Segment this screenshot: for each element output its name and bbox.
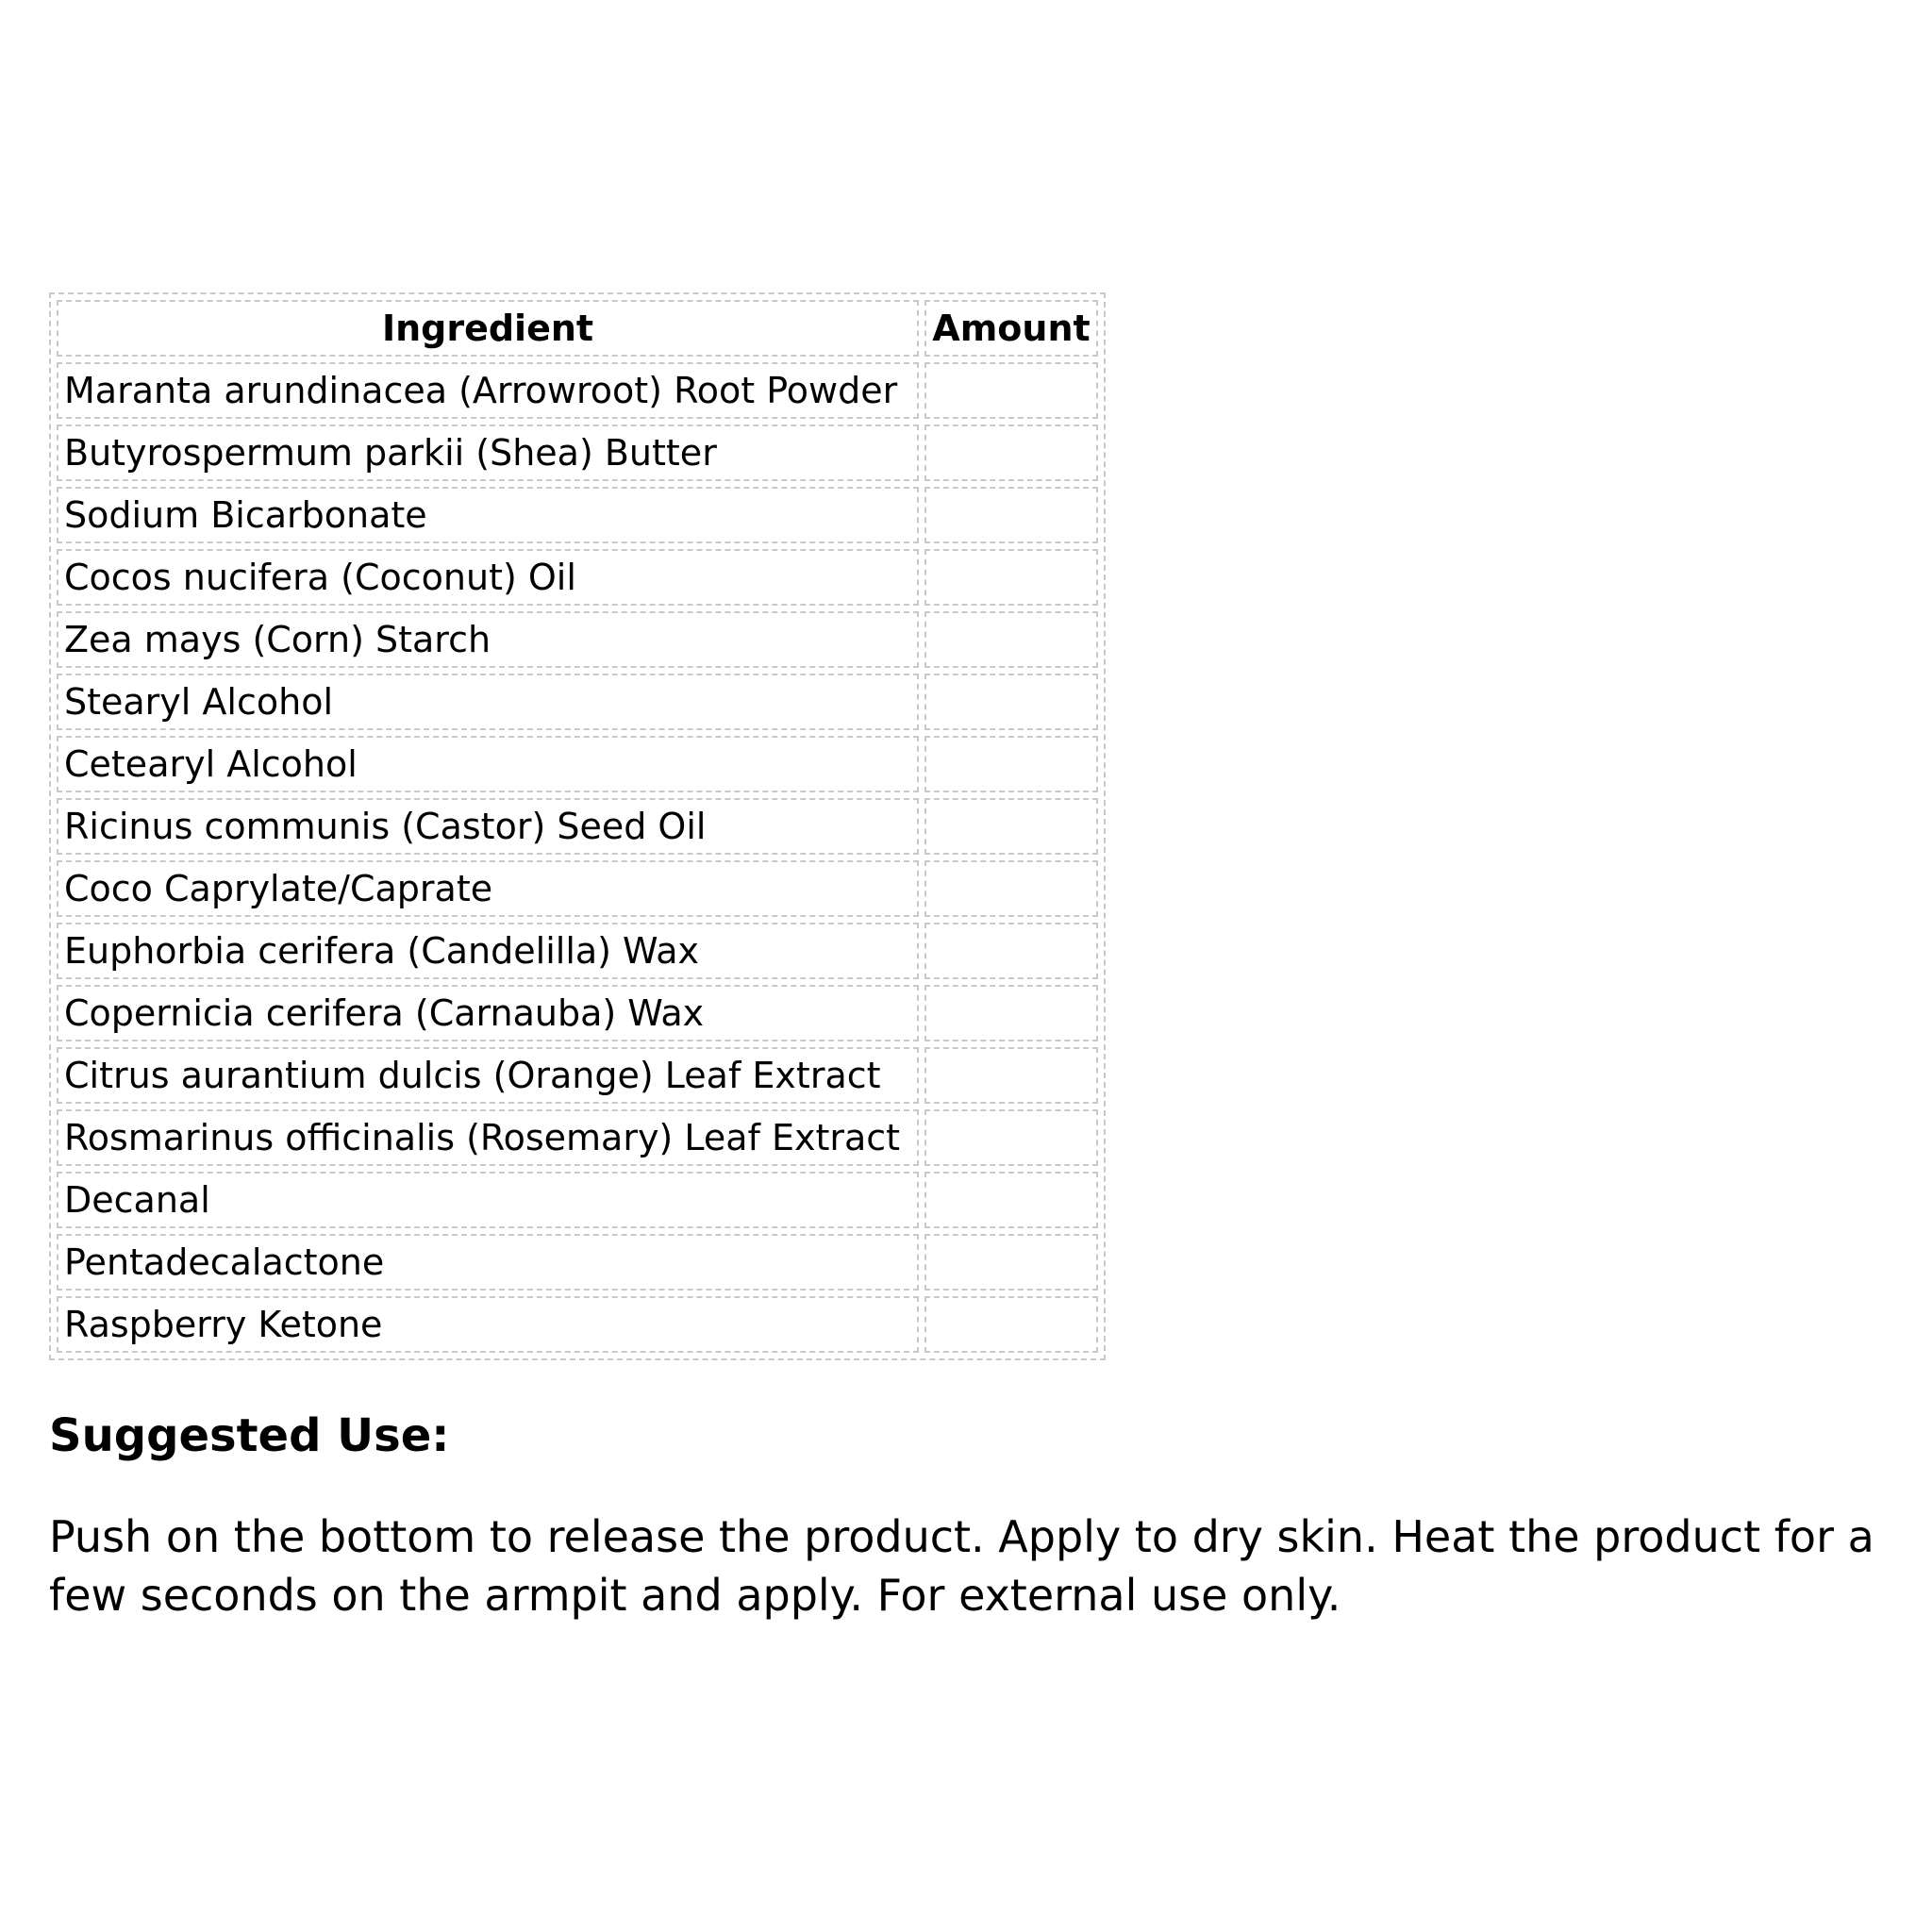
table-row: [57, 1234, 1098, 1291]
ingredient-cell: Cetearyl Alcohol: [57, 736, 919, 792]
suggested-use-text: Push on the bottom to release the product. Apply to dry skin. Heat the product for a few seconds on the armpit and apply. For external use only.: [49, 1511, 1874, 1621]
ingredient-cell: Raspberry Ketone: [57, 1296, 919, 1353]
table-row: [57, 1047, 1098, 1104]
ingredient-cell: Rosmarinus officinalis (Rosemary) Leaf Extract: [57, 1109, 919, 1166]
ingredients-table: [49, 292, 1106, 1360]
table-row: [57, 1296, 1098, 1353]
amount-cell: [924, 487, 1098, 543]
ingredient-cell: Butyrospermum parkii (Shea) Butter: [57, 425, 919, 481]
table-row: [57, 860, 1098, 917]
table-row: [57, 549, 1098, 606]
amount-cell: [924, 611, 1098, 668]
ingredient-cell: Copernicia cerifera (Carnauba) Wax: [57, 985, 919, 1041]
amount-cell: [924, 425, 1098, 481]
ingredient-cell: Maranta arundinacea (Arrowroot) Root Powder: [57, 362, 919, 419]
document-content: [49, 292, 1898, 1624]
table-row: [57, 985, 1098, 1041]
ingredient-cell: Stearyl Alcohol: [57, 674, 919, 730]
ingredient-cell: Coco Caprylate/Caprate: [57, 860, 919, 917]
amount-cell: [924, 362, 1098, 419]
table-row: [57, 362, 1098, 419]
ingredient-cell: Pentadecalactone: [57, 1234, 919, 1291]
suggested-use-heading: Suggested Use:: [49, 1409, 450, 1462]
amount-cell: [924, 860, 1098, 917]
amount-cell: [924, 736, 1098, 792]
ingredient-cell: Sodium Bicarbonate: [57, 487, 919, 543]
table-row: [57, 611, 1098, 668]
amount-cell: [924, 1296, 1098, 1353]
ingredient-cell: Decanal: [57, 1172, 919, 1228]
ingredient-cell: Zea mays (Corn) Starch: [57, 611, 919, 668]
table-row: [57, 736, 1098, 792]
amount-cell: [924, 1234, 1098, 1291]
amount-cell: [924, 1172, 1098, 1228]
table-row: [57, 425, 1098, 481]
amount-cell: [924, 1109, 1098, 1166]
table-row: [57, 1172, 1098, 1228]
table-header-row: [57, 300, 1098, 357]
ingredient-cell: Ricinus communis (Castor) Seed Oil: [57, 798, 919, 855]
amount-cell: [924, 798, 1098, 855]
amount-cell: [924, 923, 1098, 979]
amount-cell: [924, 985, 1098, 1041]
ingredient-cell: Cocos nucifera (Coconut) Oil: [57, 549, 919, 606]
ingredient-cell: Euphorbia cerifera (Candelilla) Wax: [57, 923, 919, 979]
header-ingredient: Ingredient: [57, 300, 919, 357]
table-row: [57, 487, 1098, 543]
table-row: [57, 923, 1098, 979]
header-amount: Amount: [924, 300, 1098, 357]
amount-cell: [924, 549, 1098, 606]
table-row: [57, 1109, 1098, 1166]
table-row: [57, 674, 1098, 730]
table-row: [57, 798, 1098, 855]
ingredient-cell: Citrus aurantium dulcis (Orange) Leaf Extract: [57, 1047, 919, 1104]
amount-cell: [924, 674, 1098, 730]
amount-cell: [924, 1047, 1098, 1104]
